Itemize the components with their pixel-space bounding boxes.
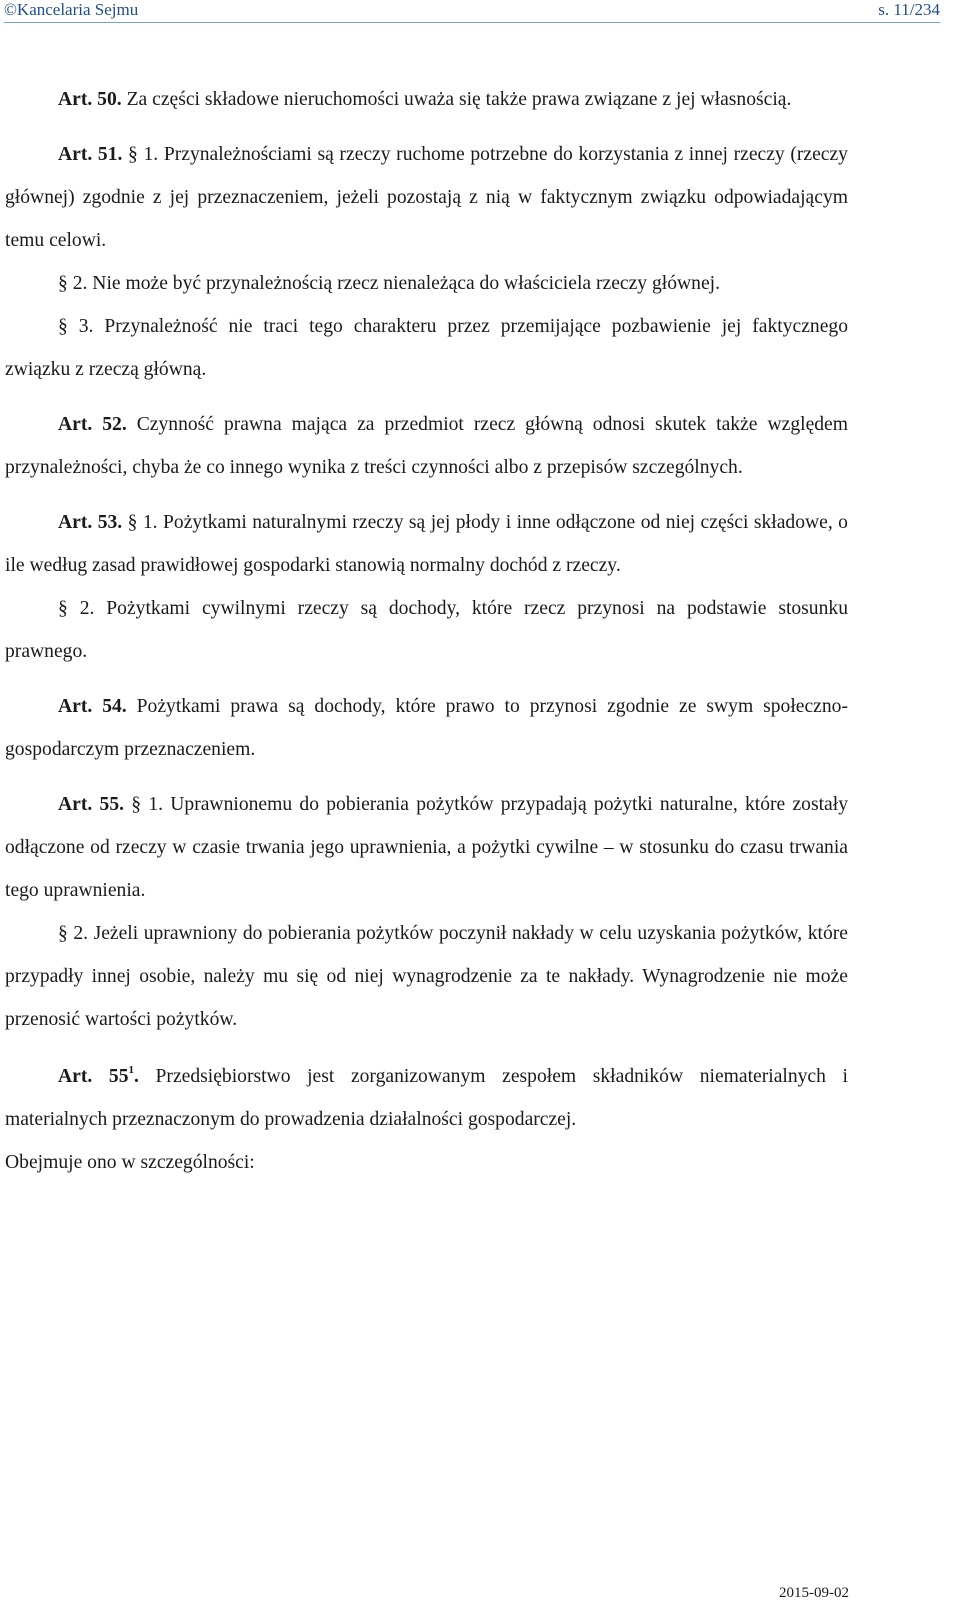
article-55-1-list-intro [5, 1141, 848, 1184]
article-55-section-2 [5, 912, 848, 1041]
article-number: Art. 50. [58, 89, 122, 110]
article-number: Art. 55. [58, 794, 125, 815]
article-52 [5, 403, 848, 489]
section-number: § 1. [122, 512, 158, 533]
article-text: Przynależnościami są rzeczy ruchome potrzebne do korzystania z innej rzeczy (rzeczy głównej) zgodnie z jej przeznaczeniem, jeżeli pozostają z nią w faktycznym związku odpowiadającym temu celowi. [5, 144, 848, 251]
section-text: § 3. Przynależność nie traci tego charakteru przez przemijające pozbawienie jej faktycznego związku z rzeczą główną. [5, 316, 848, 380]
section-number: § 1. [122, 144, 159, 165]
article-text: Przedsiębiorstwo jest zorganizowanym zespołem składników niematerialnych i materialnych przeznaczonym do prowadzenia działalności gospodarczej. [5, 1066, 848, 1130]
article-51-section-3 [5, 305, 848, 391]
article-number-dot: . [134, 1066, 139, 1087]
page-header [4, 0, 940, 23]
publisher-label: ©Kancelaria Sejmu [4, 0, 139, 19]
article-number: Art. 51. [58, 144, 123, 165]
article-text: Pożytkami prawa są dochody, które prawo to przynosi zgodnie ze swym społeczno-gospodarczym przeznaczeniem. [5, 696, 848, 760]
article-superscript: 1 [128, 1064, 134, 1077]
page-number: s. 11/234 [878, 0, 940, 19]
article-54 [5, 685, 848, 771]
article-text: Pożytkami naturalnymi rzeczy są jej płody i inne odłączone od niej części składowe, o ile według zasad prawidłowej gospodarki stanowią normalny dochód z rzeczy. [5, 512, 848, 576]
article-number: Art. 52. [58, 414, 127, 435]
publication-date: 2015-09-02 [779, 1585, 849, 1601]
article-text: Uprawnionemu do pobierania pożytków przypadają pożytki naturalne, które zostały odłączone od rzeczy w czasie trwania jego uprawnienia, a pożytki cywilne – w stosunku do czasu trwania tego uprawnienia. [5, 794, 848, 901]
article-53-section-2 [5, 587, 848, 673]
document-body [5, 78, 848, 1184]
article-text: Za części składowe nieruchomości uważa się także prawa związane z jej własnością. [121, 89, 792, 110]
section-text: § 2. Pożytkami cywilnymi rzeczy są dochody, które rzecz przynosi na podstawie stosunku prawnego. [5, 598, 848, 662]
section-number: § 1. [124, 794, 164, 815]
section-text: § 2. Jeżeli uprawniony do pobierania pożytków poczynił nakłady w celu uzyskania pożytków, które przypadły innej osobie, należy mu się od niej wynagrodzenie za te nakłady. Wynagrodzenie nie może przenosić wartości pożytków. [5, 923, 848, 1030]
article-53-section-1 [5, 501, 848, 587]
section-text: § 2. Nie może być przynależnością rzecz nienależąca do właściciela rzeczy głównej. [58, 273, 721, 294]
article-number-main: Art. 55 [58, 1066, 129, 1087]
article-55-section-1 [5, 783, 848, 912]
article-55-1 [5, 1055, 848, 1141]
article-number [58, 1066, 139, 1087]
list-intro-text: Obejmuje ono w szczególności: [5, 1152, 255, 1173]
article-51-section-1 [5, 133, 848, 262]
article-50 [5, 78, 848, 121]
article-51-section-2 [5, 262, 848, 305]
article-number: Art. 54. [58, 696, 127, 717]
article-text: Czynność prawna mająca za przedmiot rzecz główną odnosi skutek także względem przynależności, chyba że co innego wynika z treści czynności albo z przepisów szczególnych. [5, 414, 848, 478]
article-number: Art. 53. [58, 512, 123, 533]
